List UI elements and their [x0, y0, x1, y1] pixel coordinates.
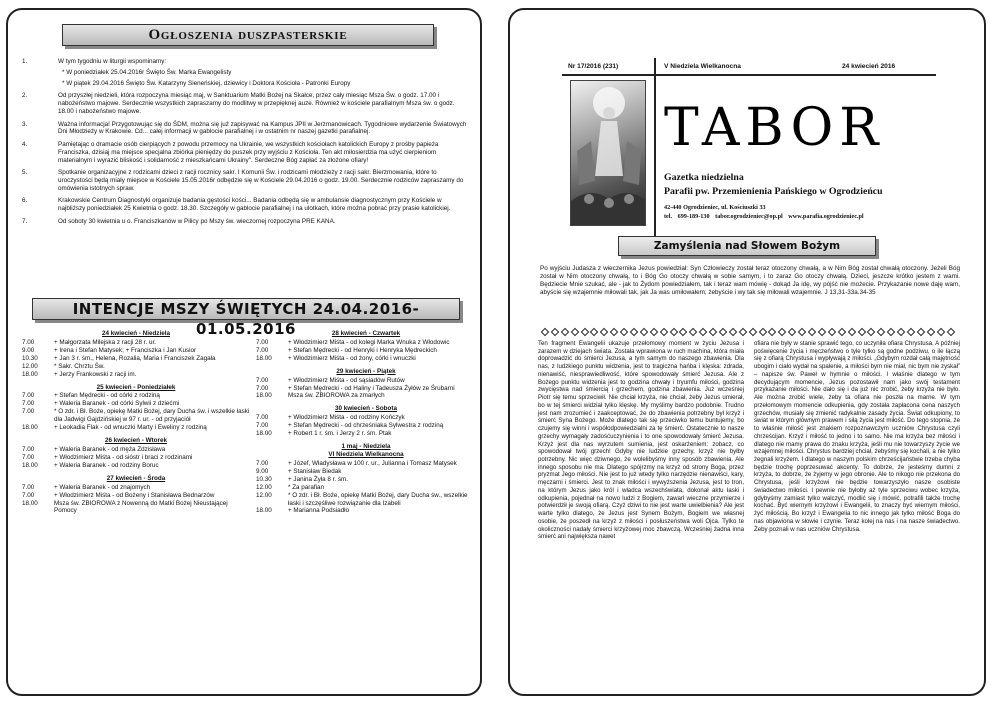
diamond-ornament: [669, 328, 677, 336]
mass-intention-text: + Stefan Mędrecki - od Henryki i Henryka Mędreckich: [288, 346, 437, 354]
mass-time: 7.00: [256, 459, 269, 467]
mass-intention: [256, 422, 476, 430]
diamond-ornament: [729, 328, 737, 336]
reflection-column-1: Ten fragment Ewangelii ukazuje przełomowy moment w życiu Jezusa i zarazem w dziejach świata. Została wprawiona w ruch machina, która miała doprowadzić do śmierci Jezusa, a tym samym do naszego zbawienia. Dla nas, z ludzkiego punktu widzenia, jest to tragiczna hańba i klęska: zdrada, nienawiść, niesprawiedliwość, które spowodowały śmierć Jezusa. Ale z Bożego punktu widzenia jest to godzina chwały i tryumfu miłości, godzina zwycięstwa nad śmiercią i grzechem, godzina zbawienia. Już wcześniej Piotr się temu sprzeciwił. Nie chciał krzyża, nie chciał, żeby Jezus umierał, bo w tej śmierci widział tylko klęskę. My myślimy bardzo podobnie. Trudno jest nam zrozumieć i zaakceptować, że do zbawienia potrzebny był krzyż i śmierć Syna Bożego. Może dlatego tak się przeciwko temu buntujemy, bo czujemy się winni i współodpowiedzialni za tę śmierć. Ostatecznie to nasze grzechy wymagały zadośćuczynienia i to one spowodowały śmierć Jezusa. Krzyż jest dla nas wyrzutem sumienia, jest oskarżeniem: zobacz, co spowodował twój grzech! Gdyby nie ludzkie grzechy, krzyż nie byłby potrzebny. Nic więc dziwnego, że wolelibyśmy inny sposób zbawienia. Ale innego sposobu nie ma. Dlatego spójrzmy na krzyż od strony Boga, przez pryzmat Jego miłości. Nie jest to już wtedy tylko narzędzie nienawiści, kary, męczarni i śmierci. Jest to znak miłości i wywyższenia Jezusa, jest to tron, na którym Jezus jako król i władca wszechświata, dokonał aktu łaski i odkupienia, pojednał na nowo ludzi z Bogiem, zawarł wieczne przymierze i potwierdził je swoją ofiarą. Czyż dziwi to nie jest warte uwielbienia? Ale jest warte tylko dlatego, że Jezus jest Synem Bożym, Bogiem we własnej osobie, że poszedł na krzyż z miłości i posłuszeństwa woli Ojca. Tylko te okoliczności nadały śmierci krzyżowej moc zbawczą. Wcześniej żadna inna śmierć ani największa nawet: [538, 340, 744, 541]
mass-intention-text: + Waleria Baranek - od rodziny Boruc: [54, 461, 159, 469]
diamond-ornament: [758, 328, 766, 336]
diamond-ornament: [946, 328, 954, 336]
mass-intention-text: + Włodzimierz Miśta - od sióstr i braci z rodzinami: [54, 453, 193, 461]
mass-intention: [22, 462, 250, 470]
mass-time: 18.00: [256, 430, 272, 438]
mass-intention: [22, 454, 250, 462]
mass-intention: [256, 339, 476, 347]
mass-intention-text: * O zdr. i Bł. Boże, opiekę Matki Bożej, dary Ducha św. i wszelkie łaski dla Jadwigi Gajdzińskiej w 97 r. ur. - od przyjaciół: [54, 408, 250, 424]
reflection-column-2: ofiara nie były w stanie sprawić tego, co uczyniła ofiara Chrystusa. A później poświęcenie życia i męczeństwo o tyle tylko są godne podziwu, o ile łączą się z ofiarą Chrystusa i wypływają z miłości. „Gdybym rozdał całą majętność ubogim i ciało wydał na spalenie, a miłości bym nie miał, nic bym nie zyskał” – napisze św. Paweł w hymnie o miłości. I właśnie dlatego w tym decydującym momencie, Jezus pozostawił nam jako swój testament przykazanie miłości. Nie dało się i da już nic zrobić, żeby krzyża nie było. Ale można zrobić wiele, żeby ta ofiara nie poszła na marne. W tym przełomowym momencie odkupienia, gdy została zapłacona cena naszych grzechów, musiały się zmienić radykalnie zasady życia. Świat odkupiony, to świat w którym głównym prawem i siłą życia jest miłość. Do tego stopnia, że to właśnie miłość jest znakiem rozpoznawczym uczniów Chrystusa czyli chrześcijan. Krzyż i miłość to jedno i to samo. Nie ma krzyża bez miłości i dlatego nie mamy prawa do znaku krzyża, jeśli mu nie towarzyszy życie we wzajemnej miłości. Chrystus bardziej chciał, żebyśmy się kochali, a nie tylko żegnali krzyżem. I dlatego w naszym polskim chrześcijaństwie trzeba chyba będzie trochę poprzesuwać akcenty. To dobrze, że jesteśmy dumni z krzyża, to dobrze, że żyjemy w jego obronie. Ale to nikogo nie przekona do Chrystusa, jeśli krzyżowi nie będzie towarzyszyło nasze osobiste świadectwo miłości. I pewnie nie byłoby aż tyle sprzeciwu wobec krzyża, gdybyśmy zamiast tylko walczyć, modlić się i mówić, potrafili także trochę kochać. Być wiernym krzyżowi i Ewangelii, to znaczy być wiernym miłości, żyć miłością. Bo krzyż i Ewangelia to nic innego jak tylko miłość Boga do nas objawiona w słowie i czynie. Teraz kolej na nas i na nasze świadectwo. Żeby poznali w nas uczniów Chrystusa.: [754, 340, 960, 533]
week-name: V Niedziela Wielkanocna: [664, 63, 741, 70]
diamond-ornament: [689, 328, 697, 336]
diamond-ornament: [590, 328, 598, 336]
mass-intention-text: + Małgorzata Milejska z racji 28 r. ur.: [54, 338, 157, 346]
mass-intention-text: + Stefan Mędrecki - od córki z rodziną: [54, 392, 160, 400]
mass-intention-text: + Irena i Stefan Matysek; + Franciszka i Jan Kusior: [54, 346, 197, 354]
announcement-number: 5.: [22, 169, 28, 177]
mass-intention: [256, 355, 476, 363]
mass-time: 7.00: [256, 414, 269, 422]
mass-time: 7.00: [22, 483, 35, 491]
mass-intention-text: + Leokadia Flak - od wnuczki Marty i Eweliny z rodziną: [54, 424, 207, 432]
mass-time: 18.00: [256, 354, 272, 362]
mass-time: 18.00: [256, 392, 272, 400]
mass-time: 18.00: [22, 370, 38, 378]
diamond-ornament: [788, 328, 796, 336]
mass-intention-text: + Stefan Mędrecki - od chrześniaka Sylwestra z rodziną: [288, 422, 444, 430]
gospel-passage: Po wyjściu Judasza z wieczernika Jezus powiedział: Syn Człowieczy został teraz otoczony chwałą, a w Nim Bóg został chwałą otoczony. Jeżeli Bóg został w Nim otoczony chwałą, to i Bóg Go otoczy chwałą w sobie samym, i to zaraz Go otoczy chwałą. Dzieci, jeszcze krótko jestem z wami. Będziecie Mnie szukać, ale - jak to Żydom powiedziałem, tak i teraz wam mówię - dokąd Ja idę, wy pójść nie możecie. Przykazanie nowe daję wam, abyście się wzajemnie miłowali tak, jak Ja was umiłowałem; żebyście i wy tak się miłowali wzajemnie. J 13,31-33a.34-35: [540, 265, 960, 296]
mass-intention-text: + Włodzimierz Miśta - od rodziny Kończyk: [288, 414, 405, 422]
diamond-ornament: [936, 328, 944, 336]
mass-intention: [22, 363, 250, 371]
mass-time: 7.00: [22, 338, 35, 346]
mass-intention: [22, 446, 250, 454]
mass-intention: [22, 408, 250, 424]
mass-time: 10.30: [256, 475, 272, 483]
mass-intention-text: + Waleria Baranek - od znajomych: [54, 483, 151, 491]
announcement-number: 2.: [22, 92, 28, 100]
mass-intention: [22, 347, 250, 355]
diamond-ornament: [926, 328, 934, 336]
mass-day: [256, 405, 476, 438]
right-page: [508, 8, 986, 696]
mass-day-heading: 25 kwiecień - Poniedziałek: [96, 383, 176, 391]
announcement-subitem: * W poniedziałek 25.04.2016r Święto Św. Marka Ewangelisty: [62, 68, 232, 76]
mass-intentions-banner: INTENCJE MSZY ŚWIĘTYCH 24.04.2016-01.05.2016: [32, 298, 460, 320]
announcement-item: [22, 197, 470, 213]
diamond-ornament: [778, 328, 786, 336]
masthead-divider: [654, 58, 656, 243]
mass-intention-text: + Włodzimierz Miśta - od sąsiadów Rutów: [288, 376, 405, 384]
announcement-number: 4.: [22, 140, 28, 148]
diamond-ornament: [561, 328, 569, 336]
reflection-banner: Zamyślenia nad Słowem Bożym: [618, 236, 876, 256]
mass-time: 9.00: [22, 346, 35, 354]
mass-time: 9.00: [256, 467, 269, 475]
mass-intention-text: + Janina Żyła 8 r. śm.: [288, 475, 349, 483]
mass-day-heading: 24 kwiecień - Niedziela: [102, 330, 170, 337]
mass-intention: [22, 492, 250, 500]
issue-number: Nr 17/2016 (231): [568, 63, 619, 70]
transfiguration-image: [570, 80, 646, 226]
announcement-text: Od soboty 30 kwietnia u o. Franciszkanów w Pilicy po Mszy św. wieczornej rozpoczyna PRE KANA.: [58, 217, 336, 225]
diamond-ornament: [857, 328, 865, 336]
mass-intention: [256, 460, 476, 468]
announcements-banner: Ogłoszenia duszpasterskie: [62, 24, 434, 46]
diamond-ornament: [679, 328, 687, 336]
mass-day: [256, 330, 476, 363]
issue-date: 24 kwiecień 2016: [842, 63, 896, 70]
mass-intention-text: + Włodzimierz Miśta - od kolegi Marka Wnuka z Włodowic: [288, 338, 450, 346]
diamond-ornament: [541, 328, 549, 336]
mass-time: 7.00: [22, 392, 35, 400]
announcement-number: 3.: [22, 120, 28, 128]
mass-time: 12.00: [22, 362, 38, 370]
diamond-ornament: [739, 328, 747, 336]
announcement-item: [22, 58, 470, 88]
mass-intention-text: * Sakr. Chrztu Św.: [54, 362, 105, 370]
mass-time: 10.30: [22, 354, 38, 362]
mass-day: [22, 437, 250, 470]
announcement-number: 1.: [22, 58, 28, 65]
mass-intention: [22, 500, 250, 516]
announcement-item: [22, 121, 470, 137]
diamond-ornament: [828, 328, 836, 336]
announcement-text: Krakowskie Centrum Diagnostyki organizuje badania gęstości kości... Badania odbędą się w ambulansie diagnostycznym przy Kościele w najbliższy poniedziałek 25 Kwietnia o godz. 18.30. Szczegóły w gablocie parafialnej i na ulotkach, które można pobrać przy prasie katolickiej.: [58, 197, 451, 213]
announcement-item: [22, 169, 470, 193]
mass-time: 7.00: [22, 408, 35, 416]
mass-intention: [22, 424, 250, 432]
mass-day-heading: 29 kwiecień - Piątek: [336, 367, 396, 375]
mass-intentions-column-2: [256, 330, 476, 520]
newspaper-title: TABOR: [664, 98, 885, 158]
diamond-ornament: [917, 328, 925, 336]
mass-intention: [256, 392, 476, 400]
announcement-item: [22, 218, 470, 226]
mass-intention: [256, 468, 476, 476]
parish-name: Parafii pw. Przemienienia Pańskiego w Ogrodzieńcu: [664, 186, 883, 197]
mass-intention-text: * O zdr. i Bł. Boże, opiekę Matki Bożej, dary Ducha św., wszelkie łaski i szczęśliwe rozwiązanie dla Izabeli: [288, 491, 468, 507]
mass-day-heading: 27 kwiecień - Środa: [106, 474, 166, 482]
mass-intention: [256, 430, 476, 438]
mass-time: 18.00: [22, 461, 38, 469]
diamond-ornament: [640, 328, 648, 336]
mass-intention-text: + Jan 3 r. śm., Helena, Rozalia, Maria i Franciszek Zagała: [54, 354, 216, 362]
announcements-list: [22, 58, 470, 230]
diamond-ornament: [630, 328, 638, 336]
mass-intention-text: + Włodzimierz Miśta - od Bożeny i Stanisława Bednarzów: [54, 491, 215, 499]
mass-intentions-column-1: [22, 330, 250, 520]
mass-intention: [256, 492, 476, 508]
announcement-item: [22, 141, 470, 165]
mass-day-heading: 26 kwiecień - Wtorek: [105, 437, 167, 445]
mass-intention-text: + Marianna Podsiadło: [288, 507, 350, 515]
header-rule: [562, 74, 936, 76]
diamond-ornament: [867, 328, 875, 336]
diamond-ornament: [808, 328, 816, 336]
mass-time: 7.00: [256, 384, 269, 392]
mass-day: [256, 368, 476, 401]
announcement-number: 7.: [22, 217, 28, 225]
mass-intention: [22, 339, 250, 347]
mass-intention: [256, 507, 476, 515]
mass-intention-text: + Waleria Baranek - od męża Zdzisława: [54, 445, 166, 453]
diamond-ornament: [907, 328, 915, 336]
announcement-text: Od przyszłej niedzieli, która rozpoczyna miesiąc maj, w Sanktuarium Matki Bożej na Skałce, przez cały miesiąc Msza Św. o godz. 17.00 i nabożeństwo majowe. Serdecznie wszystkich zapraszamy do modlitwy w przepięknej auze. Również w kościele parafialnym Msza św. o godz. 18.00 i nabożeństwo majowe.: [58, 92, 455, 116]
parish-contact: tel. 699-189-130 tabor.ogrodzieniec@op.pl www.parafia.ogrodzieniec.pl: [664, 213, 864, 220]
mass-intention-text: + Stefan Mędrecki - od Haliny i Tadeusza Żyłów ze Śrubarni: [288, 384, 455, 392]
diamond-ornament: [600, 328, 608, 336]
mass-time: 12.00: [256, 491, 272, 499]
diamond-ornament: [620, 328, 628, 336]
announcement-number: 6.: [22, 197, 28, 205]
mass-intention-text: + Jerzy Frankowski z racji im.: [54, 370, 137, 378]
mass-day-heading: 28 kwiecień - Czwartek: [331, 330, 401, 337]
diamond-ornament: [877, 328, 885, 336]
mass-intention-text: Msza św. ZBIOROWA za zmarłych: [288, 392, 385, 400]
ornamental-divider: [542, 328, 954, 336]
mass-day: [22, 384, 250, 433]
mass-intention-text: * Za parafian: [288, 483, 325, 491]
mass-time: 7.00: [256, 376, 269, 384]
mass-intention: [22, 484, 250, 492]
left-page: [6, 8, 482, 696]
publication-subtitle: Gazetka niedzielna: [664, 172, 744, 183]
mass-time: 7.00: [256, 346, 269, 354]
parish-address: 42-440 Ogrodzieniec, ul. Kościuszki 33: [664, 204, 766, 211]
mass-intention-text: Msza św. ZBIOROWA z Nowenną do Matki Bożej Nieustającej Pomocy: [54, 499, 228, 515]
announcement-text: W tym tygodniu w liturgii wspominamy:: [58, 58, 167, 65]
announcement-text: Ważna informacja! Przygotowując się do ŚDM, można się już zapisywać na Kampus JPII w Jerzmanowicach. Tygodniowe wydarzenie Światowych Dni Młodzieży w Krakowie. Cd... całej informacji w gablocie parafialnej i w ostatnim nr naszej gazetki parafialnej.: [58, 120, 467, 136]
announcement-text: Pamiętając o dramacie osób cierpiących z powodu przemocy na Ukrainie, we wszystkich kościołach katolickich Europy z prośby papieża Franciszka, dzisiaj ma miejsce specjalna zbiórka pieniędzy do puszek przy wyjściu z Kościoła. Ten akt miłosierdzia ma użyć cierpieniom materialnym i wyrazić bliskość i solidarność z mieszkańcami Ukrainy". Serdeczne Bóg zapłać za złożone ofiary!: [58, 140, 439, 164]
announcement-subitem: * W piątek 29.04.2016 Święto Św. Katarzyny Sieneńskiej, dziewicy i Doktora Kościoła - Patronki Europy: [62, 79, 351, 87]
mass-time: 18.00: [22, 424, 38, 432]
mass-intention: [256, 385, 476, 393]
diamond-ornament: [748, 328, 756, 336]
diamond-ornament: [887, 328, 895, 336]
mass-day: [256, 443, 476, 515]
diamond-ornament: [650, 328, 658, 336]
mass-intention: [22, 371, 250, 379]
diamond-ornament: [709, 328, 717, 336]
diamond-ornament: [570, 328, 578, 336]
mass-intention: [256, 476, 476, 484]
diamond-ornament: [580, 328, 588, 336]
mass-day: [22, 330, 250, 379]
mass-intention-text: + Włodzimierz Miśta - od żony, córki i wnuczki: [288, 354, 416, 362]
mass-intention: [22, 392, 250, 400]
mass-intention-text: + Robert 1 r. śm. i Jerzy 2 r. śm. Ptak: [288, 430, 392, 438]
mass-day: [22, 475, 250, 516]
mass-time: 7.00: [256, 422, 269, 430]
mass-intention: [256, 377, 476, 385]
mass-time: 7.00: [22, 400, 35, 408]
mass-intention: [22, 400, 250, 408]
mass-intention: [256, 484, 476, 492]
mass-day-heading: 1 maj - Niedziela VI Niedziela Wielkanocna: [328, 443, 404, 458]
mass-intention-text: + Waleria Baranek - od córki Sylwii z dziećmi: [54, 400, 180, 408]
diamond-ornament: [768, 328, 776, 336]
mass-intention: [256, 414, 476, 422]
mass-time: 18.00: [22, 499, 38, 507]
diamond-ornament: [551, 328, 559, 336]
mass-time: 18.00: [256, 507, 272, 515]
mass-time: 7.00: [22, 445, 35, 453]
announcement-text: Spotkanie organizacyjne z rodzicami dzieci z racji rocznicy sakr. I Komunii Św. i rodzicami młodzieży z racji sakr. Bierzmowania, które to uroczystości będą miały miejsce w Kościele 15.05.2016r odbędzie się w Kościele 29.04.2016 o godz. 19.00. Serdecznie rodziców zapraszamy do omówienia istotnych spraw.: [58, 169, 464, 192]
announcement-item: [22, 92, 470, 116]
diamond-ornament: [847, 328, 855, 336]
diamond-ornament: [798, 328, 806, 336]
diamond-ornament: [659, 328, 667, 336]
mass-time: 7.00: [256, 338, 269, 346]
mass-intention-text: + Stanisław Biedak: [288, 467, 342, 475]
mass-intention: [256, 347, 476, 355]
diamond-ornament: [897, 328, 905, 336]
mass-intention-text: + Józef, Władysława w 100 r. ur., Julianna i Tomasz Matysek: [288, 459, 457, 467]
mass-time: 7.00: [22, 491, 35, 499]
diamond-ornament: [818, 328, 826, 336]
mass-time: 12.00: [256, 483, 272, 491]
diamond-ornament: [610, 328, 618, 336]
diamond-ornament: [837, 328, 845, 336]
mass-day-heading: 30 kwiecień - Sobota: [335, 405, 397, 413]
diamond-ornament: [699, 328, 707, 336]
diamond-ornament: [719, 328, 727, 336]
mass-time: 7.00: [22, 453, 35, 461]
mass-intention: [22, 355, 250, 363]
